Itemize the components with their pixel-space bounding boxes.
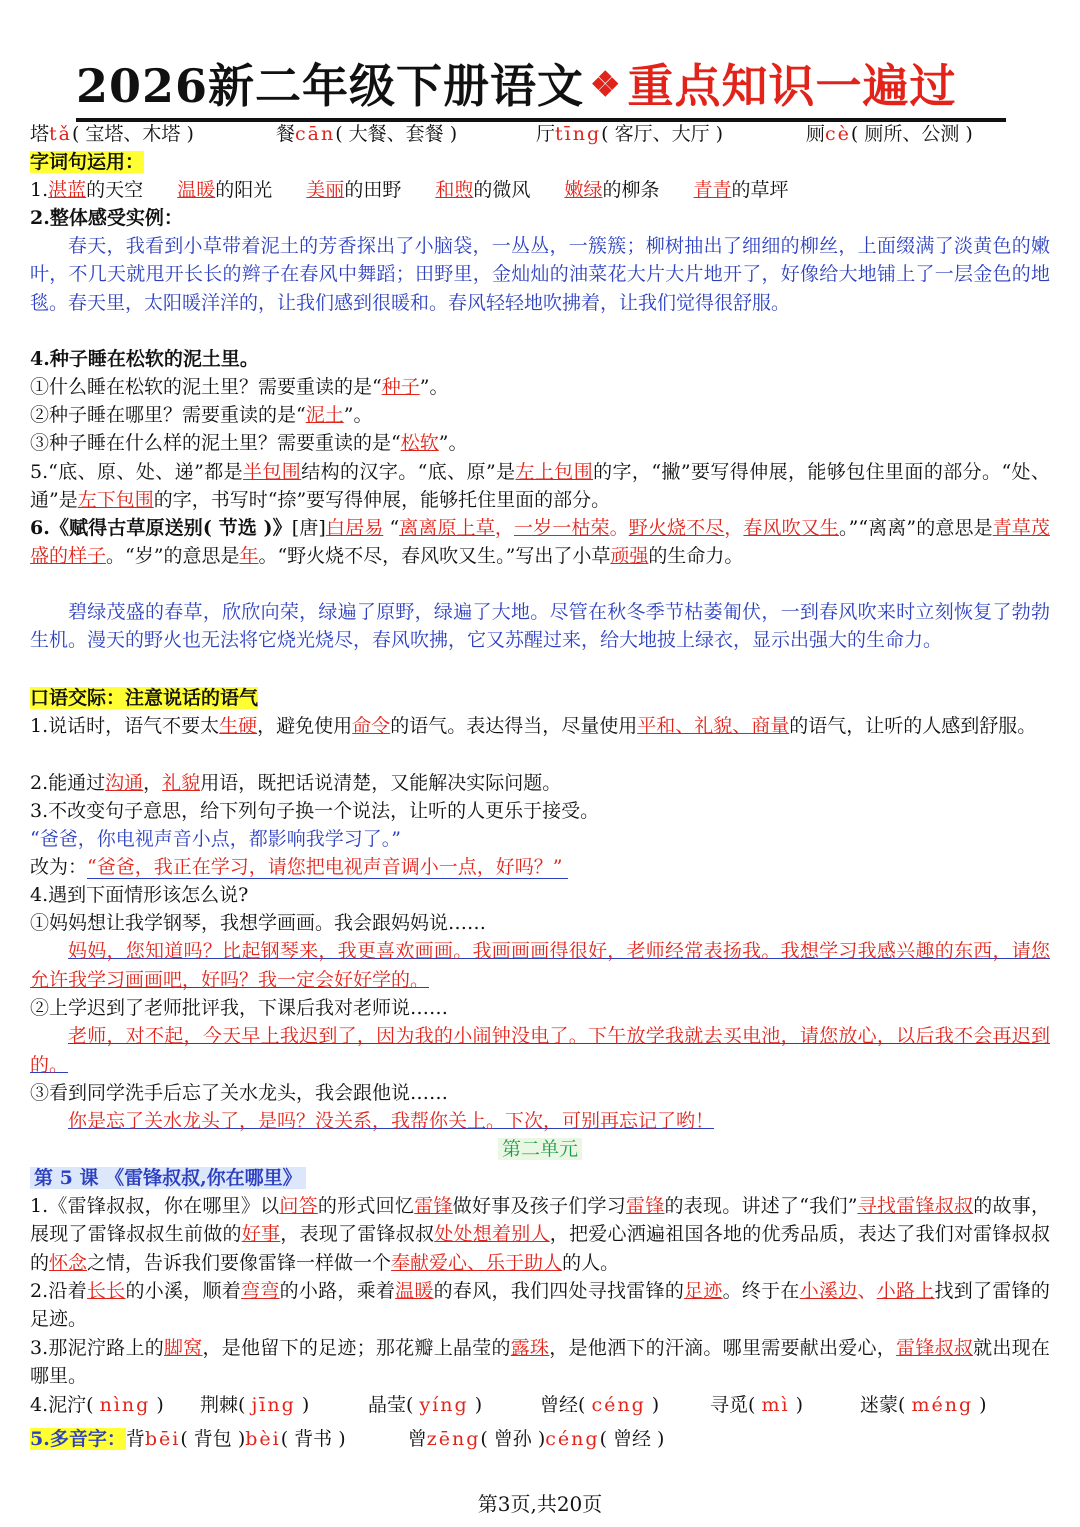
pinyin-item: 厕cè( 厕所、公测 ) [806, 123, 973, 145]
pinyin-item: 厅tīng( 客厅、大厅 ) [536, 123, 724, 145]
pinyin-item: 曾经( céng ) [540, 1394, 660, 1416]
oral-3-answer: 改为：“爸爸，我正在学习，请您把电视声音调小一点，好吗？” [30, 853, 1055, 881]
document-title [76, 52, 1006, 122]
page-number: 第3页,共20页 [477, 1492, 603, 1516]
oral-3: 3.不改变句子意思，给下列句子换一个说法，让听的人更乐于接受。 [30, 800, 600, 822]
pinyin-item: 餐cān( 大餐、套餐 ) [276, 123, 458, 145]
oral-4-heading: 4.遇到下面情形该怎么说? [30, 884, 249, 906]
pinyin-row-1 [30, 120, 1055, 148]
lesson-5-point-3: 3.那泥泞路上的脚窝，是他留下的足迹；那花瓣上晶莹的露珠，是他洒下的汗滴。哪里需要献出爱心，雷锋叔叔就出现在哪里。 [30, 1337, 1050, 1388]
pinyin-item: 迷蒙( méng ) [860, 1394, 987, 1416]
oral-3-quote: “爸爸，你电视声音小点，都影响我学习了。” [30, 828, 401, 850]
pinyin-item: 荆棘( jīng ) [200, 1394, 310, 1416]
lesson-5-point-2: 2.沿着长长的小溪，顺着弯弯的小路，乘着温暖的春风，我们四处寻找雷锋的足迹。终于在小溪边、小路上找到了雷锋的足迹。 [30, 1280, 1050, 1331]
q6-paragraph: 6.《赋得古草原送别( 节选 )》[唐]白居易 “离离原上草，一岁一枯荣。野火烧不尽，春风吹又生。”“离离”的意思是青草茂盛的样子。“岁”的意思是年。“野火烧不尽，春风吹又生。”写出了小草顽强的生命力。 [30, 517, 1050, 568]
lesson-5-point-4 [30, 1391, 1055, 1419]
lesson-5-point-5: 5.多音字：背bēi( 背包 )bèi( 背书 ) 曾zēng( 曾孙 )céng( 曾经 ) [30, 1428, 665, 1450]
pinyin-item: 塔tǎ( 宝塔、木塔 ) [30, 123, 194, 145]
q4-item-1: ①什么睡在松软的泥土里？需要重读的是“种子”。 [30, 376, 449, 398]
oral-1: 1.说话时，语气不要太生硬，避免使用命令的语气。表达得当，尽量使用平和、礼貌、商量的语气，让听的人感到舒服。 [30, 715, 1037, 737]
lesson-5-point-1: 1.《雷锋叔叔，你在哪里》以问答的形式回忆雷锋做好事及孩子们学习雷锋的表现。讲述了“我们”寻找雷锋叔叔的故事，展现了雷锋叔叔生前做的好事，表现了雷锋叔叔处处想着别人，把爱心洒遍祖国各地的优秀品质，表达了我们对雷锋叔叔的怀念之情，告诉我们要像雷锋一样做一个奉献爱心、乐于助人的人。 [30, 1195, 1050, 1274]
q4-item-3: ③种子睡在什么样的泥土里？需要重读的是“松软”。 [30, 432, 468, 454]
q2-heading: 2.整体感受实例： [30, 207, 183, 229]
q4-heading: 4.种子睡在松软的泥土里。 [30, 348, 259, 370]
title-part1: 2026新二年级下册语文 [76, 59, 585, 113]
q4-item-2: ②种子睡在哪里？需要重读的是“泥土”。 [30, 404, 373, 426]
oral-4-answer-2: 老师，对不起，今天早上我迟到了，因为我的小闹钟没电了。下午放学我就去买电池，请您放心，以后我不会再迟到的。 [30, 1025, 1050, 1076]
pinyin-item: 寻觅( mì ) [710, 1394, 804, 1416]
pinyin-item: 晶莹( yíng ) [368, 1394, 483, 1416]
title-part2: 重点知识一遍过 [627, 59, 957, 113]
diamond-icon: ❖ [590, 65, 622, 105]
oral-2: 2.能通过沟通，礼貌用语，既把话说清楚，又能解决实际问题。 [30, 772, 562, 794]
q2-paragraph: 春天，我看到小草带着泥土的芳香探出了小脑袋，一丛丛，一簇簇；柳树抽出了细细的柳丝，上面缀满了淡黄色的嫩叶，不几天就甩开长长的辫子在春风中舞蹈；田野里，金灿灿的油菜花大片大片地开了，好像给大地铺上了一层金色的地毯。春天里，太阳暖洋洋的，让我们感到很暖和。春风轻轻地吹拂着，让我们觉得很舒服。 [30, 235, 1050, 314]
oral-4-answer-3: 你是忘了关水龙头了，是吗？没关系，我帮你关上。下次，可别再忘记了哟！ [68, 1110, 715, 1132]
oral-4-situation-1: ①妈妈想让我学钢琴，我想学画画。我会跟妈妈说…… [30, 912, 487, 934]
unit-2-heading: 第二单元 [30, 1135, 1050, 1163]
q1-row: 1.湛蓝的天空 温暖的阳光 美丽的田野 和煦的微风 嫩绿的柳条 青青的草坪 [30, 179, 789, 201]
oral-4-answer-1: 妈妈，您知道吗？比起钢琴来，我更喜欢画画。我画画画得很好，老师经常表扬我。我想学习我感兴趣的东西，请您允许我学习画画吧，好吗？我一定会好好学的。 [30, 940, 1050, 991]
pinyin-item: 4.泥泞( nìng ) [30, 1394, 164, 1416]
lesson-5-heading: 第 5 课 《雷锋叔叔,你在哪里》 [30, 1164, 1055, 1192]
section-heading-oral: 口语交际：注意说话的语气 [30, 687, 259, 709]
oral-4-situation-2: ②上学迟到了老师批评我，下课后我对老师说…… [30, 997, 449, 1019]
q6-explanation: 碧绿茂盛的春草，欣欣向荣，绿遍了原野，绿遍了大地。尽管在秋冬季节枯萎匍伏，一到春风吹来时立刻恢复了勃勃生机。漫天的野火也无法将它烧光烧尽，春风吹拂，它又苏醒过来，给大地披上绿衣，显示出强大的生命力。 [30, 601, 1050, 652]
q5-paragraph: 5.“底、原、处、递”都是半包围结构的汉字。“底、原”是左上包围的字，“撇”要写得伸展，能够包住里面的部分。“处、通”是左下包围的字，书写时“捺”要写得伸展，能够托住里面的部分。 [30, 461, 1050, 512]
section-heading-ziciju: 字词句运用： [30, 151, 145, 173]
oral-4-situation-3: ③看到同学洗手后忘了关水龙头，我会跟他说…… [30, 1082, 449, 1104]
